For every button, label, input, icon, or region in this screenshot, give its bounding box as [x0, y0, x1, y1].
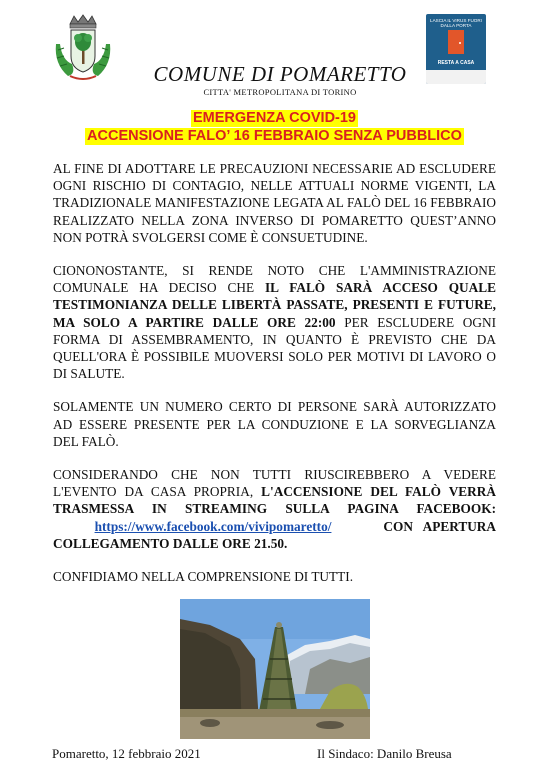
badge-top-text: LASCIA IL VIRUS FUORI DALLA PORTA [430, 18, 482, 28]
paragraph-5: CONFIDIAMO NELLA COMPRENSIONE DI TUTTI. [53, 569, 354, 585]
paragraph-4-bold-end: CON APERTURA COLLEGAMENTO DALLE ORE 21.50. [53, 518, 497, 551]
municipal-crest-icon [52, 14, 114, 82]
paragraph-4-text-a: CONSIDERANDO CHE NON TUTTI RIUSCIREBBERO A VEDERE L'EVENTO DA CASA PROPRIA, [53, 467, 496, 500]
municipality-name: COMUNE DI POMARETTO [153, 62, 407, 86]
title-line-2: ACCENSIONE FALO’ 16 FEBBRAIO SENZA PUBBLICO [87, 128, 462, 144]
facebook-link[interactable]: https://www.facebook.com/vivipomaretto/ [94, 518, 332, 534]
paragraph-4-bold: L'ACCENSIONE DEL FALÒ VERRÀ TRASMESSA IN STREAMING SULLA PAGINA FACEBOOK: [53, 484, 496, 517]
municipality-subtitle: CITTA' METROPOLITANA DI TORINO [203, 87, 357, 97]
notice-title [0, 109, 549, 145]
header [0, 0, 549, 100]
paragraph-1: AL FINE DI ADOTTARE LE PRECAUZIONI NECESSARIE AD ESCLUDERE OGNI RISCHIO DI CONTAGIO, NELLE ATTUALI NORME VIGENTI, LA TRADIZIONALE MANIFESTAZIONE LEGATA AL FALÒ DEL 16 FEBBRAIO REALIZZATO NELLA ZONA INVERSO DI POMARETTO QUEST’ANNO NON POTRÀ SVOLGERSI COME È CONSUETUDINE. [53, 161, 496, 245]
paragraph-2 [53, 262, 496, 382]
title-line-1: EMERGENZA COVID-19 [192, 110, 356, 126]
paragraph-3: SOLAMENTE UN NUMERO CERTO DI PERSONE SARÀ AUTORIZZATO AD ESSERE PRESENTE PER LA CONDUZIONE E LA SORVEGLIANZA DEL FALÒ. [53, 399, 496, 449]
municipality-block [120, 62, 440, 97]
bonfire-photo [180, 599, 370, 739]
paragraph-2-text-c: PER ESCLUDERE OGNI FORMA DI ASSEMBRAMENTO, IN QUANTO È PREVISTO CHE DA QUELL'ORA È POSSIBILE MUOVERSI SOLO PER MOTIVI DI LAVORO O DI SALUTE. [53, 314, 496, 382]
mayor-signature: Il Sindaco: Danilo Breusa [317, 746, 452, 761]
door-icon [448, 30, 464, 54]
paragraph-2-bold: IL FALÒ SARÀ ACCESO QUALE TESTIMONIANZA DELLE LIBERTÀ PASSATE, PRESENTI E FUTURE, MA SOLO A PARTIRE DALLE ORE 22:00 [53, 280, 496, 330]
place-date: Pomaretto, 12 febbraio 2021 [52, 746, 201, 761]
stay-home-badge [426, 14, 486, 84]
paragraph-2-text-a: CIONONOSTANTE, SI RENDE NOTO CHE L'AMMINISTRAZIONE COMUNALE HA DECISO CHE [53, 263, 496, 296]
notice-body [53, 160, 496, 601]
paragraph-4 [53, 466, 496, 552]
badge-footer [426, 70, 486, 84]
badge-bottom-text: RESTA A CASA [437, 60, 475, 66]
